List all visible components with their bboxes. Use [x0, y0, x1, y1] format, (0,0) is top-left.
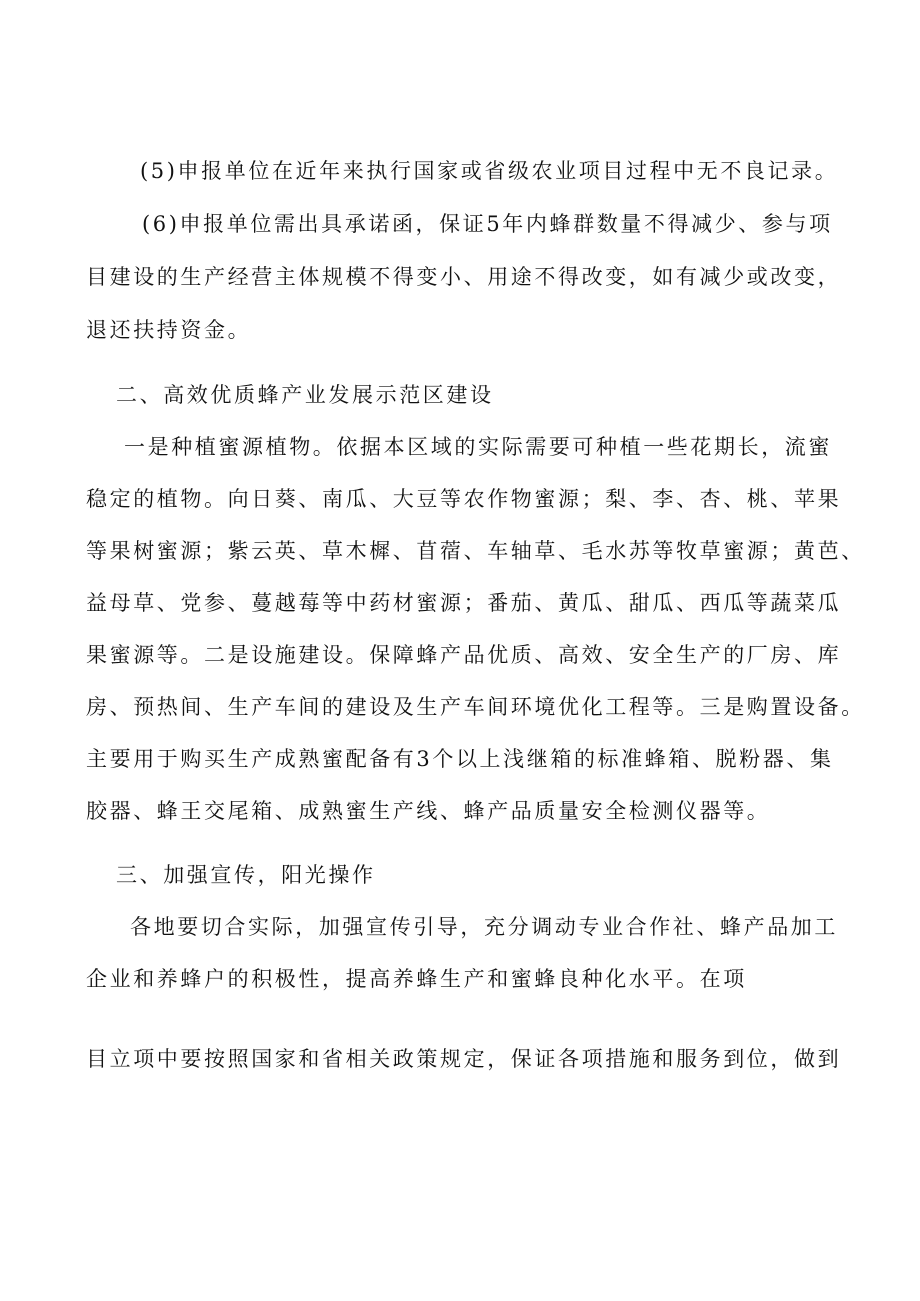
- section-2-paragraph-line-4: 益母草、党参、蔓越莓等中药材蜜源；番茄、黄瓜、甜瓜、西瓜等蔬菜瓜: [86, 591, 842, 615]
- section-3-paragraph-line-1: 各地要切合实际，加强宣传引导，充分调动专业合作社、蜂产品加工: [130, 915, 838, 939]
- section-2-paragraph-line-8: 胶器、蜂王交尾箱、成熟蜜生产线、蜂产品质量安全检测仪器等。: [86, 799, 771, 823]
- item-6-line-3: 退还扶持资金。: [86, 318, 252, 342]
- section-3-paragraph-line-3: 目立项中要按照国家和省相关政策规定，保证各项措施和服务到位，做到: [86, 1047, 842, 1071]
- section-3-heading: 三、加强宣传，阳光操作: [116, 863, 376, 887]
- section-2-paragraph-line-2: 稳定的植物。向日葵、南瓜、大豆等农作物蜜源；梨、李、杏、桃、苹果: [86, 487, 842, 511]
- item-5-line: (5)申报单位在近年来执行国家或省级农业项目过程中无不良记录。: [140, 159, 839, 183]
- section-2-heading: 二、高效优质蜂产业发展示范区建设: [116, 383, 494, 407]
- item-6-line-2: 目建设的生产经营主体规模不得变小、用途不得改变，如有减少或改变，: [86, 265, 842, 289]
- section-2-paragraph-line-5: 果蜜源等。二是设施建设。保障蜂产品优质、高效、安全生产的厂房、库: [86, 643, 842, 667]
- section-2-paragraph-line-1: 一是种植蜜源植物。依据本区域的实际需要可种植一些花期长，流蜜: [124, 435, 832, 459]
- section-2-paragraph-line-6: 房、预热间、生产车间的建设及生产车间环境优化工程等。三是购置设备。: [86, 695, 865, 719]
- item-6-line-1: (6)申报单位需出具承诺函，保证5年内蜂群数量不得减少、参与项: [142, 212, 833, 236]
- section-2-paragraph-line-3: 等果树蜜源；紫云英、草木樨、苜蓿、车轴草、毛水苏等牧草蜜源；黄芭、: [86, 539, 865, 563]
- section-3-paragraph-line-2: 企业和养蜂户的积极性，提高养蜂生产和蜜蜂良种化水平。在项: [86, 967, 747, 991]
- section-2-paragraph-line-7: 主要用于购买生产成熟蜜配备有3个以上浅继箱的标准蜂箱、脱粉器、集: [86, 747, 834, 771]
